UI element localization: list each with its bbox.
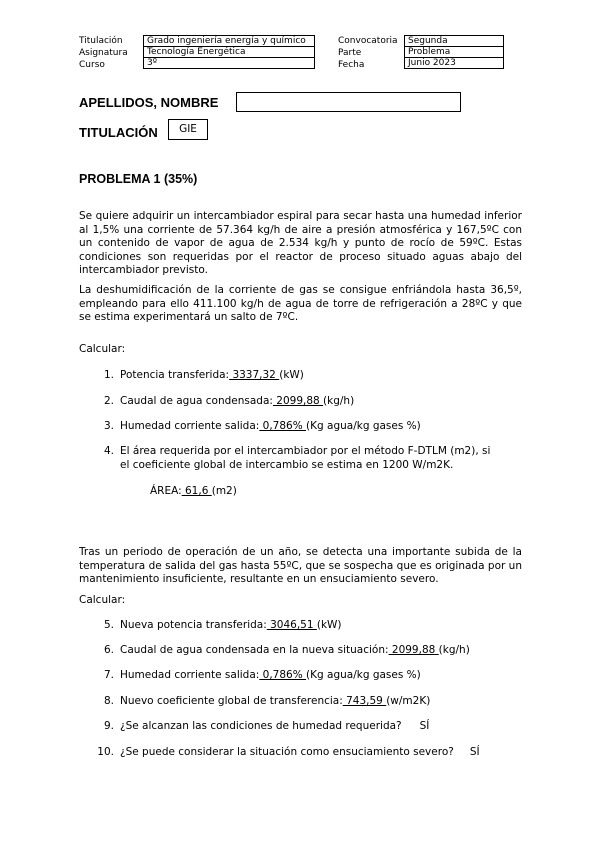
question-number: 3. <box>103 420 114 432</box>
answer-unit: (Kg agua/kg gases %) <box>306 420 421 432</box>
answer-unit: (Kg agua/kg gases %) <box>306 669 421 681</box>
question-7 <box>92 669 421 681</box>
answer-value: SÍ <box>469 746 480 758</box>
question-text: Caudal de agua condensada: <box>120 395 273 407</box>
question-text: Potencia transferida: <box>120 369 230 381</box>
header-label-curso: Curso <box>79 60 105 70</box>
header-value-curso: 3º <box>143 57 315 69</box>
answer-unit: (kg/h) <box>438 644 470 656</box>
intro-paragraph-2: La deshumidificación de la corriente de gas se consigue enfriándola hasta 36,5º, empleando para ello 411.100 kg/h de agua de torre de refrigeración a 28ºC y que se estima experimentará un salto de 7ºC. <box>79 284 522 324</box>
surname-label: APELLIDOS, NOMBRE <box>79 95 219 110</box>
answer-value: 743,59 <box>342 695 387 707</box>
degree-field[interactable]: GIE <box>168 119 208 140</box>
question-5 <box>92 619 342 631</box>
area-unit: (m2) <box>211 485 237 497</box>
question-text: Humedad corriente salida: <box>120 420 260 432</box>
header-label-convocatoria: Convocatoria <box>338 36 398 46</box>
header-value-convocatoria: Segunda <box>404 35 504 47</box>
answer-value: 2099,88 <box>388 644 439 656</box>
question-number: 2. <box>103 395 114 407</box>
question-text: El área requerida por el intercambiador por el método F-DTLM (m2), si <box>120 445 491 457</box>
intro-paragraph-3: Tras un periodo de operación de un año, se detecta una importante subida de la temperatura de salida del gas hasta 55ºC, que se sospecha que es originada por un mantenimiento insuficiente, resultante en un ensuciamiento severo. <box>79 546 522 586</box>
question-number: 6. <box>103 644 114 656</box>
answer-unit: (kg/h) <box>323 395 355 407</box>
question-text: ¿Se alcanzan las condiciones de humedad requerida? <box>120 720 402 732</box>
question-number: 4. <box>103 445 114 457</box>
area-label: ÁREA: <box>150 485 182 497</box>
answer-value: SÍ <box>419 720 430 732</box>
question-number: 9. <box>103 720 114 732</box>
question-4-line-2: el coeficiente global de intercambio se estima en 1200 W/m2K. <box>120 459 454 471</box>
area-value: 61,6 <box>181 485 212 497</box>
question-10 <box>92 746 480 758</box>
header-value-fecha: Junio 2023 <box>404 57 504 69</box>
question-number: 8. <box>103 695 114 707</box>
question-number: 5. <box>103 619 114 631</box>
question-number: 1. <box>103 369 114 381</box>
question-text: Caudal de agua condensada en la nueva situación: <box>120 644 389 656</box>
question-text: Nuevo coeficiente global de transferencia: <box>120 695 343 707</box>
question-text: Humedad corriente salida: <box>120 669 260 681</box>
question-1 <box>92 369 304 381</box>
intro-paragraph-1: Se quiere adquirir un intercambiador espiral para secar hasta una humedad inferior al 1,5% una corriente de 57.364 kg/h de aire a presión atmosférica y 167,5ºC con un contenido de vapor de agua de 2.534 kg/h y punto de rocío de 59ºC. Estas condiciones son requeridas por el reactor de proceso situado aguas abajo del intercambiador previsto. <box>79 210 522 277</box>
area-answer-line <box>150 485 237 497</box>
question-3 <box>92 420 421 432</box>
problem-title: PROBLEMA 1 (35%) <box>79 172 198 186</box>
answer-value: 3046,51 <box>266 619 317 631</box>
header-label-asignatura: Asignatura <box>79 48 128 58</box>
header-label-fecha: Fecha <box>338 60 365 70</box>
degree-label: TITULACIÓN <box>79 125 158 140</box>
question-9 <box>92 720 429 732</box>
header-value-asignatura: Tecnología Energética <box>143 46 315 58</box>
header-value-titulacion: Grado ingeniería energía y químico <box>143 35 315 47</box>
header-label-titulacion: Titulación <box>79 36 123 46</box>
answer-unit: (kW) <box>279 369 304 381</box>
header-value-parte: Problema <box>404 46 504 58</box>
answer-unit: (kW) <box>316 619 342 631</box>
question-number: 10. <box>97 746 114 758</box>
question-number: 7. <box>103 669 114 681</box>
question-text: Nueva potencia transferida: <box>120 619 267 631</box>
answer-value: 3337,32 <box>229 369 280 381</box>
surname-field[interactable] <box>236 92 461 112</box>
question-text: ¿Se puede considerar la situación como ensuciamiento severo? <box>120 746 454 758</box>
answer-value: 0,786% <box>259 669 307 681</box>
question-8 <box>92 695 430 707</box>
answer-unit: (w/m2K) <box>386 695 431 707</box>
calc-label-2: Calcular: <box>79 594 126 606</box>
header-label-parte: Parte <box>338 48 362 58</box>
calc-label-1: Calcular: <box>79 343 126 355</box>
answer-value: 2099,88 <box>272 395 324 407</box>
question-2 <box>92 395 354 407</box>
answer-value: 0,786% <box>259 420 307 432</box>
question-6 <box>92 644 470 656</box>
question-4 <box>92 445 490 457</box>
